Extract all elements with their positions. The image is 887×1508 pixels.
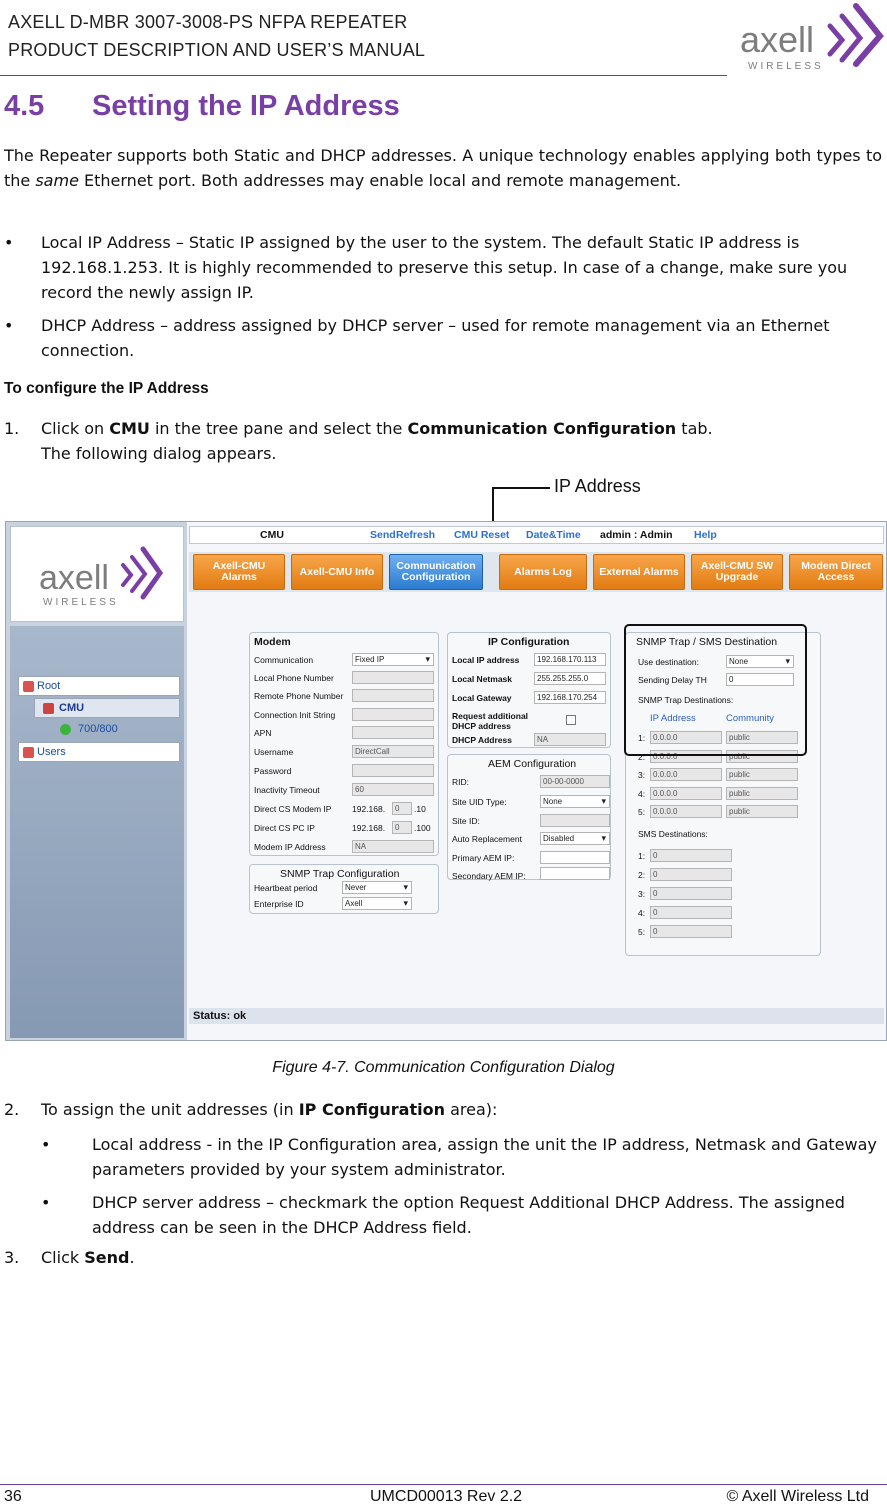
- trap-ip-field[interactable]: 0.0.0.0: [650, 805, 722, 818]
- bullet-icon: •: [41, 1193, 51, 1212]
- section-number: 4.5: [4, 90, 45, 122]
- primary-aem-ip-field[interactable]: [540, 851, 610, 864]
- password-field[interactable]: [352, 764, 434, 777]
- status-ok-icon: [60, 724, 71, 735]
- sending-delay-field[interactable]: 0: [726, 673, 794, 686]
- logo-wordmark: axell: [740, 19, 815, 60]
- root-icon: [23, 681, 34, 692]
- heartbeat-select[interactable]: Never ▾: [342, 881, 412, 894]
- dhcp-address-field: NA: [534, 733, 606, 746]
- tree-pane: [10, 626, 184, 1038]
- tree-item-root[interactable]: Root: [18, 676, 180, 696]
- left-pane: [6, 522, 187, 1041]
- unit-label: CMU: [260, 529, 284, 541]
- ip-config-title: IP Configuration: [488, 636, 570, 648]
- trap-row-number: 5:: [638, 807, 646, 817]
- ip-configuration-panel: IP Configuration Local IP address 192.168.170.113 Local Netmask 255.255.255.0 Local Gateway 192.168.170.254 Request additional DHCP address DHCP Address NA: [447, 632, 611, 748]
- snmp-trap-config-panel: SNMP Trap Configuration Heartbeat period Never ▾ Enterprise ID Axell ▾: [249, 864, 439, 914]
- tree-item-users[interactable]: Users: [18, 742, 180, 762]
- sms-destination-field[interactable]: 0: [650, 849, 732, 862]
- local-phone-field[interactable]: [352, 671, 434, 684]
- logo-subtitle: WIRELESS: [748, 61, 824, 72]
- tab-cmu-info[interactable]: Axell-CMU Info: [291, 554, 383, 590]
- aem-configuration-panel: AEM Configuration RID: 00-00-0000 Site UID Type: None ▾ Site ID: Auto Replacement Disabled ▾ Primary AEM IP: Secondary AEM IP:: [447, 754, 611, 880]
- svg-text:WIRELESS: WIRELESS: [43, 597, 119, 608]
- cs-modem-ip-field[interactable]: 0: [392, 802, 412, 815]
- apn-field[interactable]: [352, 726, 434, 739]
- sms-destination-field[interactable]: 0: [650, 868, 732, 881]
- trap-community-field[interactable]: public: [726, 750, 798, 763]
- gateway-field[interactable]: 192.168.170.254: [534, 691, 606, 704]
- trap-community-field[interactable]: public: [726, 805, 798, 818]
- trap-community-field[interactable]: public: [726, 731, 798, 744]
- trap-row-number: 4:: [638, 788, 646, 799]
- tab-communication-configuration[interactable]: Communication Configuration: [389, 554, 483, 590]
- axell-logo: [738, 2, 887, 76]
- sms-row-number: 2:: [638, 870, 646, 880]
- sms-row-number: 5:: [638, 927, 646, 937]
- figure-caption: Figure 4-7. Communication Configuration Dialog: [272, 1059, 615, 1076]
- remote-phone-field[interactable]: [352, 689, 434, 702]
- communication-config-screenshot: [5, 521, 887, 1041]
- callout-ip-address: IP Address: [554, 476, 641, 496]
- trap-row-number: 1:: [638, 733, 646, 743]
- trap-ip-field[interactable]: 0.0.0.0: [650, 750, 722, 763]
- tab-alarms-log[interactable]: Alarms Log: [499, 554, 587, 590]
- auto-replacement-select[interactable]: Disabled ▾: [540, 832, 610, 845]
- refresh-button[interactable]: Refresh: [396, 529, 436, 541]
- tab-sw-upgrade[interactable]: Axell-CMU SW Upgrade: [691, 554, 783, 590]
- trap-ip-field[interactable]: 0.0.0.0: [650, 768, 722, 781]
- users-icon: [23, 747, 34, 758]
- tree-item-700-800[interactable]: 700/800: [50, 720, 180, 740]
- app-logo: [10, 526, 184, 622]
- snmp-sms-destination-panel: SNMP Trap / SMS Destination Use destination: None ▾ Sending Delay TH 0 SNMP Trap Destinations: IP Address Community 1: 0.0.0.0 public 2: 0.0.0.0 public 3: 0.0.0.0 public 4: 0.0.0.0 public 5: 0.0.0.0 public SMS Destinations: 1: 0 2: 0 3: 0 4: 0 5: 0: [625, 632, 821, 956]
- site-id-field[interactable]: [540, 814, 610, 827]
- section-title-text: Setting the IP Address: [92, 90, 400, 122]
- communication-select[interactable]: Fixed IP ▾: [352, 653, 434, 666]
- bullet-icon: •: [4, 316, 14, 335]
- trap-row-number: 2:: [638, 751, 646, 762]
- enterprise-select[interactable]: Axell ▾: [342, 897, 412, 910]
- footer-rule: [0, 1484, 887, 1485]
- menubar: [189, 526, 884, 544]
- trap-row-number: 3:: [638, 770, 646, 780]
- timeout-field[interactable]: 60: [352, 783, 434, 796]
- sms-destination-field[interactable]: 0: [650, 887, 732, 900]
- bullet-icon: •: [41, 1135, 51, 1154]
- ip-configuration-highlight: [624, 624, 807, 756]
- svg-text:axell: axell: [39, 559, 109, 597]
- main-pane: [187, 522, 887, 1041]
- tab-bar: [189, 552, 884, 592]
- init-string-field[interactable]: [352, 708, 434, 721]
- procedure-heading: To configure the IP Address: [4, 380, 209, 397]
- bullet-icon: •: [4, 233, 14, 252]
- intro-paragraph: The Repeater supports both Static and DHCP addresses. A unique technology enables applying both types to the same Ethernet port. Both addresses may enable local and remote management.: [4, 146, 882, 190]
- modem-panel: Modem Communication Fixed IP ▾ Local Phone Number Remote Phone Number Connection Init String APN Username DirectCall Password Inactivity Timeout 60 Direct CS Modem IP 192.168. 0 .10 Direct CS PC IP 192.168. 0 .100 Modem IP Address NA: [249, 632, 439, 856]
- request-dhcp-checkbox[interactable]: [566, 715, 576, 725]
- netmask-field[interactable]: 255.255.255.0: [534, 672, 606, 685]
- page-number: 36: [4, 1488, 22, 1505]
- modem-ip-field: NA: [352, 840, 434, 853]
- modem-title: Modem: [254, 636, 291, 648]
- sms-destination-field[interactable]: 0: [650, 906, 732, 919]
- header-rule: [0, 75, 727, 76]
- user-label: admin : Admin: [600, 529, 673, 541]
- secondary-aem-ip-field[interactable]: [540, 867, 610, 880]
- tab-cmu-alarms[interactable]: Axell-CMU Alarms: [193, 554, 285, 590]
- cs-pc-ip-field[interactable]: 0: [392, 821, 412, 834]
- header-title-line2: PRODUCT DESCRIPTION AND USER’S MANUAL: [8, 40, 426, 60]
- aem-title: AEM Configuration: [488, 758, 577, 770]
- local-ip-field[interactable]: 192.168.170.113: [534, 653, 606, 666]
- cmu-reset-button[interactable]: CMU Reset: [454, 529, 510, 541]
- trap-community-field[interactable]: public: [726, 787, 798, 800]
- sms-row-number: 3:: [638, 889, 646, 899]
- username-field[interactable]: DirectCall: [352, 745, 434, 758]
- destination-title: SNMP Trap / SMS Destination: [636, 636, 778, 648]
- status-bar: Status: ok: [189, 1008, 884, 1024]
- trap-community-field[interactable]: public: [726, 768, 798, 781]
- sms-destination-field[interactable]: 0: [650, 925, 732, 938]
- trap-ip-field[interactable]: 0.0.0.0: [650, 731, 722, 744]
- cmu-icon: [43, 703, 54, 714]
- uid-type-select[interactable]: None ▾: [540, 795, 610, 808]
- send-button[interactable]: Send: [370, 529, 396, 541]
- datetime-button[interactable]: Date&Time: [526, 529, 581, 541]
- logo-chevrons-icon: [830, 6, 880, 64]
- doc-number: UMCD00013 Rev 2.2: [370, 1488, 523, 1505]
- tree-item-cmu[interactable]: CMU: [34, 698, 180, 718]
- callout-line: [494, 487, 550, 489]
- rid-field: 00-00-0000: [540, 775, 610, 788]
- tab-modem-direct-access[interactable]: Modem Direct Access: [789, 554, 883, 590]
- sms-row-number: 4:: [638, 908, 646, 918]
- use-destination-select[interactable]: None ▾: [726, 655, 794, 668]
- snmp-trap-title: SNMP Trap Configuration: [280, 868, 400, 880]
- help-link[interactable]: Help: [694, 529, 717, 541]
- section-title: [4, 90, 400, 123]
- copyright: © Axell Wireless Ltd: [726, 1488, 869, 1505]
- tab-external-alarms[interactable]: External Alarms: [593, 554, 685, 590]
- header-title-line1: AXELL D-MBR 3007-3008-PS NFPA REPEATER: [8, 12, 408, 32]
- trap-ip-field[interactable]: 0.0.0.0: [650, 787, 722, 800]
- sms-row-number: 1:: [638, 851, 646, 861]
